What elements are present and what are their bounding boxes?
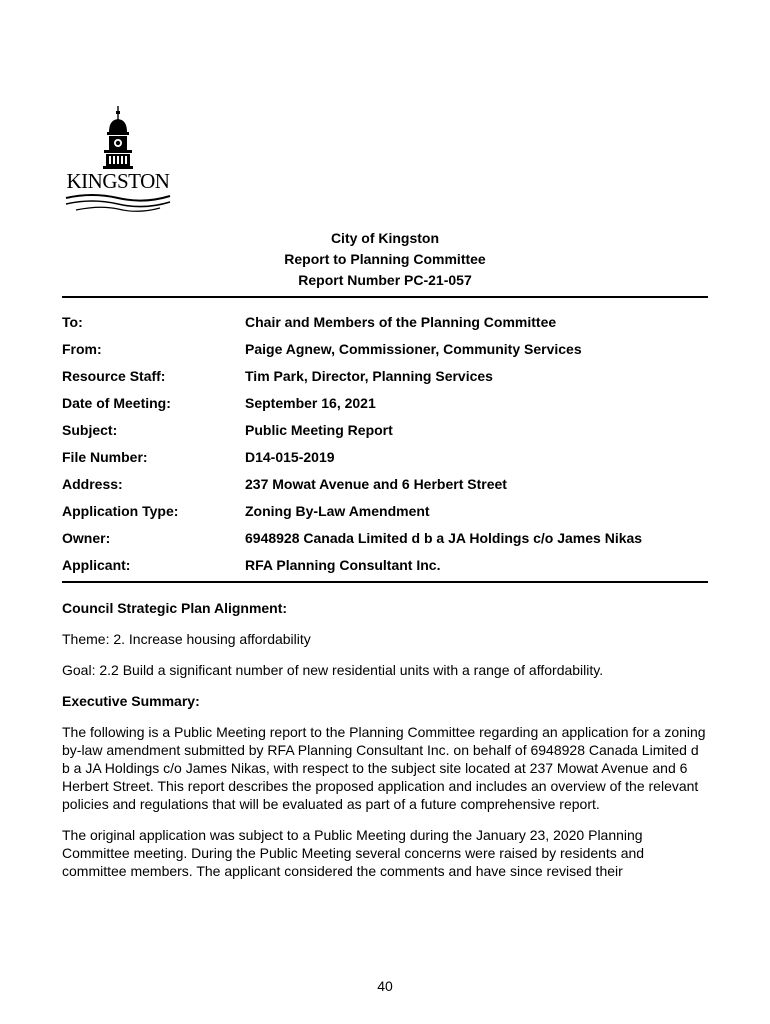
goal-text: Goal: 2.2 Build a significant number of new residential units with a range of affordability. bbox=[62, 662, 604, 678]
meta-value: Zoning By-Law Amendment bbox=[245, 503, 430, 519]
summary-paragraph-1: The following is a Public Meeting report to the Planning Committee regarding an application for a zoning by-law amendment submitted by RFA Planning Consultant Inc. on behalf of 6948928 Canada Limited d b a JA Holdings c/o James Nikas, with respect to the subject site located at 237 Mowat Avenue and 6 Herbert Street. This report describes the proposed application and includes an overview of the relevant policies and regulations that will be evaluated as part of a future comprehensive report. bbox=[62, 724, 706, 812]
bottom-divider bbox=[62, 581, 708, 583]
executive-summary-heading: Executive Summary: bbox=[62, 693, 200, 709]
report-heading bbox=[0, 228, 770, 291]
meta-value: Paige Agnew, Commissioner, Community Services bbox=[245, 341, 582, 357]
meta-label: Owner: bbox=[62, 530, 111, 546]
summary-paragraph-2: The original application was subject to a Public Meeting during the January 23, 2020 Planning Committee meeting. During the Public Meeting several concerns were raised by residents and committee members. The applicant considered the comments and have since revised their bbox=[62, 827, 645, 879]
meta-row-resource-staff bbox=[62, 367, 708, 394]
meta-row-date bbox=[62, 394, 708, 421]
meta-label: Subject: bbox=[62, 422, 118, 438]
meta-row-to bbox=[62, 313, 708, 340]
kingston-logo bbox=[62, 106, 174, 214]
meta-label: File Number: bbox=[62, 449, 148, 465]
meta-row-file-number bbox=[62, 448, 708, 475]
theme-text: Theme: 2. Increase housing affordability bbox=[62, 631, 311, 647]
meta-label: To: bbox=[62, 314, 83, 330]
meta-label: Applicant: bbox=[62, 557, 131, 573]
meta-value: September 16, 2021 bbox=[245, 395, 376, 411]
meta-row-applicant bbox=[62, 556, 708, 583]
meta-value: RFA Planning Consultant Inc. bbox=[245, 557, 441, 573]
logo-wordmark: KINGSTON bbox=[66, 169, 170, 193]
meta-label: From: bbox=[62, 341, 102, 357]
heading-city: City of Kingston bbox=[330, 230, 440, 246]
meta-label: Date of Meeting: bbox=[62, 395, 171, 411]
report-meta-table bbox=[62, 313, 708, 583]
report-body bbox=[62, 599, 708, 893]
top-divider bbox=[62, 296, 708, 298]
meta-label: Address: bbox=[62, 476, 123, 492]
meta-value: 237 Mowat Avenue and 6 Herbert Street bbox=[245, 476, 507, 492]
meta-row-subject bbox=[62, 421, 708, 448]
meta-label: Resource Staff: bbox=[62, 368, 166, 384]
meta-value: 6948928 Canada Limited d b a JA Holdings c/o James Nikas bbox=[245, 530, 643, 546]
meta-value: Tim Park, Director, Planning Services bbox=[245, 368, 493, 384]
heading-report-to: Report to Planning Committee bbox=[284, 251, 486, 267]
council-alignment-heading: Council Strategic Plan Alignment: bbox=[62, 600, 288, 616]
meta-row-address bbox=[62, 475, 708, 502]
heading-report-number: Report Number PC-21-057 bbox=[298, 272, 472, 288]
page-number: 40 bbox=[377, 978, 393, 994]
meta-row-owner bbox=[62, 529, 708, 556]
meta-row-application-type bbox=[62, 502, 708, 529]
meta-value: D14-015-2019 bbox=[245, 449, 335, 465]
meta-value: Public Meeting Report bbox=[245, 422, 393, 438]
meta-row-from bbox=[62, 340, 708, 367]
meta-value: Chair and Members of the Planning Committee bbox=[245, 314, 557, 330]
meta-label: Application Type: bbox=[62, 503, 179, 519]
